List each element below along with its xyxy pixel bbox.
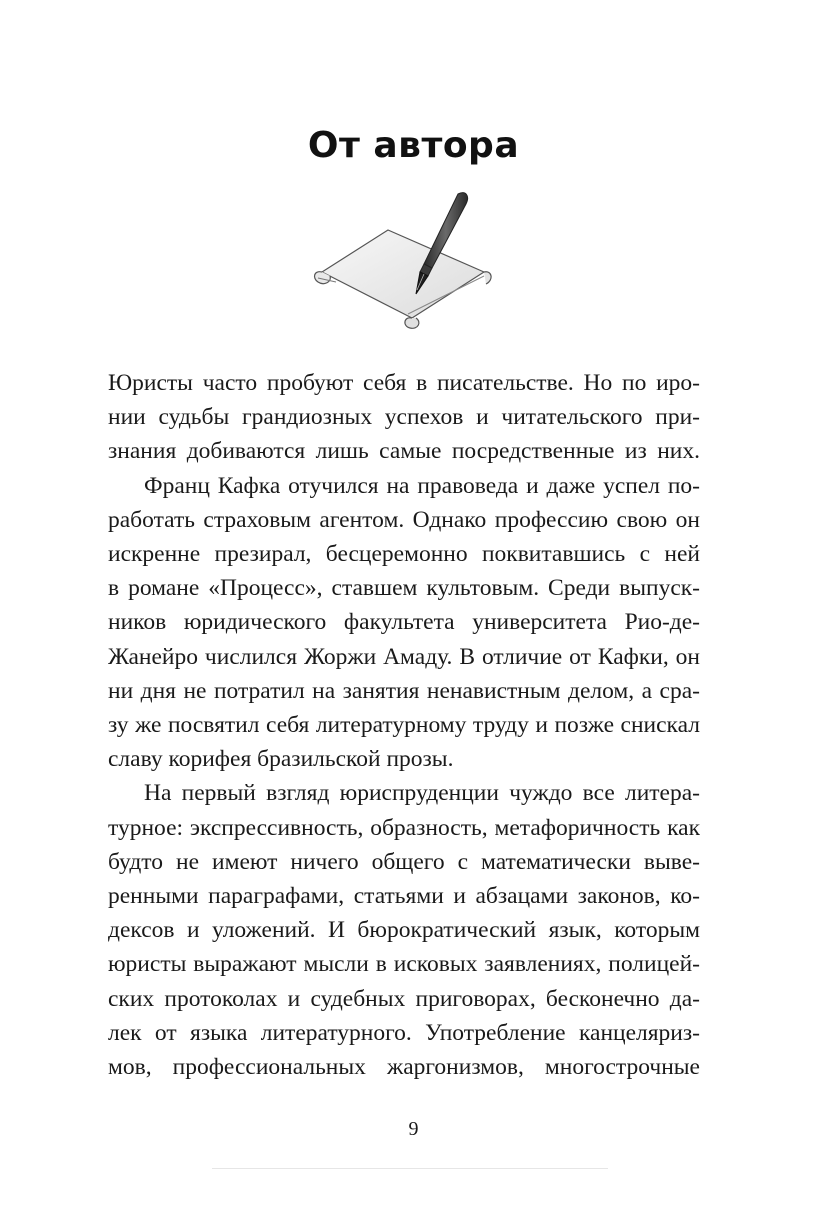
body-text [108,366,700,1084]
text-line: работать страховым агентом. Однако профессию свою он [108,506,700,533]
paragraph-1 [108,366,700,469]
text-line: Жанейро числился Жоржи Амаду. В отличие от Кафки, он [108,643,700,670]
text-line: зу же посвятил себя литературному труду и позже снискал [108,712,700,739]
text-line: На первый взгляд юриспруденции чуждо все литера- [144,780,700,807]
footer-divider [212,1168,608,1169]
text-line: турное: экспрессивность, образность, метафоричность как [108,814,700,841]
text-line: ни дня не потратил на занятия ненавистным делом, а сра- [108,677,700,704]
text-line: Франц Кафка отучился на правоведа и даже успел по- [144,472,700,499]
text-line: ренными параграфами, статьями и абзацами законов, ко- [108,883,700,910]
text-line: мов, профессиональных жаргонизмов, многострочные [108,1054,700,1081]
paragraph-2 [108,469,700,777]
text-line: лек от языка литературного. Употребление канцеляриз- [108,1019,700,1046]
text-line: ников юридического факультета университета Рио-де- [108,609,700,636]
text-line: дексов и уложений. И бюрократический язык, которым [108,917,700,944]
text-line: Юристы часто пробуют себя в писательстве. Но по иро- [108,370,700,396]
text-line: знания добиваются лишь самые посредственные из них. [108,438,700,465]
paragraph-3 [108,776,700,1084]
text-line: ских протоколах и судебных приговорах, бесконечно да- [108,985,700,1012]
scroll-with-fountain-pen-icon [308,190,492,330]
text-line: в романе «Процесс», ставшем культовым. Среди выпуск- [108,575,700,602]
text-line: славу корифея бразильской прозы. [108,746,454,773]
page-number: 9 [408,1118,419,1140]
text-line: искренне презирал, бесцеремонно поквитавшись с ней [108,541,700,568]
page-title: От автора [307,125,520,166]
text-line: юристы выражают мысли в исковых заявлениях, полицей- [108,951,700,978]
text-line: будто не имеют ничего общего с математически выве- [108,848,700,875]
text-line: нии судьбы грандиозных успехов и читательского при- [108,404,700,431]
